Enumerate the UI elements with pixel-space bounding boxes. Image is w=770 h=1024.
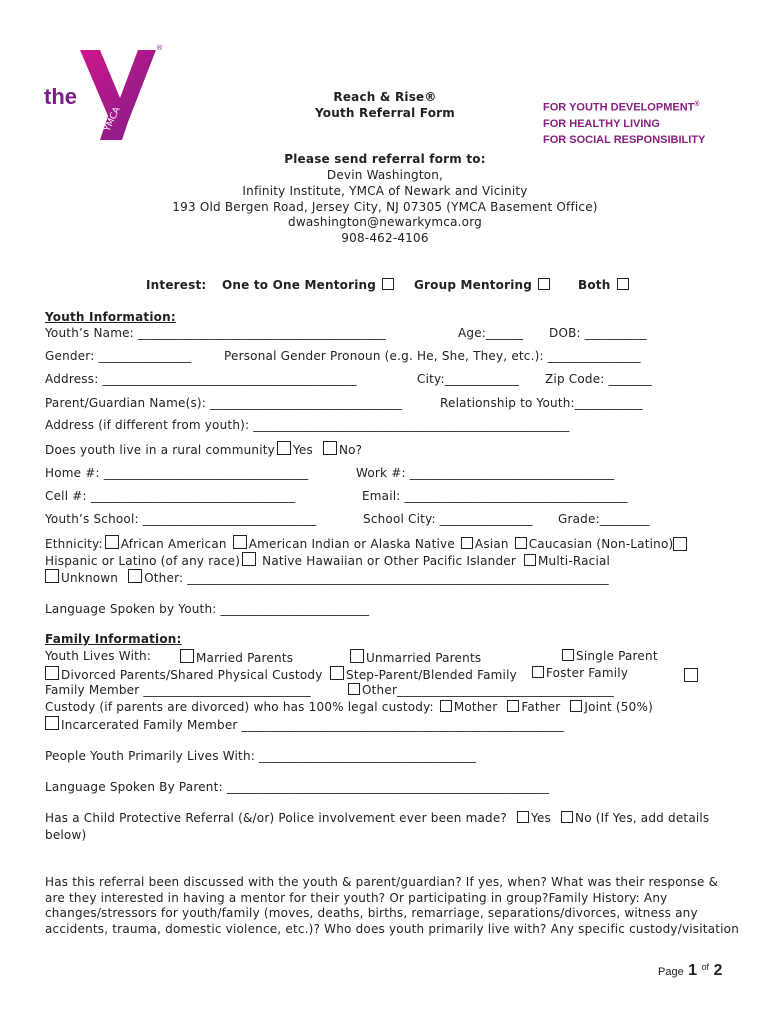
interest-one-to-one-label: One to One Mentoring — [222, 278, 377, 292]
step-option[interactable] — [328, 666, 517, 682]
ethnicity-ai-label: American Indian or Alaska Native — [248, 537, 455, 551]
family-extra-checkbox[interactable] — [684, 668, 698, 682]
logo-the-text: the — [44, 84, 77, 109]
ethnicity-extra-checkbox[interactable] — [673, 537, 687, 551]
divorced-checkbox[interactable] — [45, 666, 59, 680]
home-phone-field[interactable]: Home #: _________________________________ — [45, 466, 309, 480]
youth-age-field[interactable]: Age:______ — [458, 326, 524, 340]
ymca-tagline — [543, 97, 705, 148]
single-label: Single Parent — [576, 649, 658, 663]
ethnicity-hispanic-label: Hispanic or Latino (of any race) — [45, 554, 241, 568]
page-number: 1 — [688, 962, 698, 979]
cps-yes-label: Yes — [531, 811, 551, 825]
rural-yes-label: Yes — [292, 443, 313, 457]
ethnicity-other-field[interactable]: Other: ____________________________________________________________________ — [144, 571, 609, 585]
form-title-line1: Reach & Rise® — [333, 90, 437, 104]
unmarried-label: Unmarried Parents — [366, 651, 482, 665]
send-to-heading: Please send referral form to: — [284, 152, 486, 166]
ethnicity-caucasian-label: Caucasian (Non-Latino) — [528, 537, 674, 551]
send-to-email: dwashington@newarkymca.org — [288, 215, 482, 229]
custody-father-checkbox[interactable] — [507, 700, 519, 712]
married-label: Married Parents — [196, 651, 294, 665]
address-different-field[interactable]: Address (if different from youth): ___________________________________________________ — [45, 418, 570, 432]
parent-language-field[interactable]: Language Spoken By Parent: ____________________________________________________ — [45, 780, 550, 794]
interest-one-to-one[interactable] — [222, 278, 396, 292]
pronoun-field[interactable]: Personal Gender Pronoun (e.g. He, She, They, etc.): _______________ — [224, 349, 641, 363]
custody-joint-checkbox[interactable] — [570, 700, 582, 712]
foster-checkbox[interactable] — [532, 666, 544, 678]
ethnicity-other-checkbox[interactable] — [128, 569, 142, 583]
school-city-field[interactable]: School City: _______________ — [363, 512, 533, 526]
married-option[interactable] — [178, 649, 293, 665]
incarcerated-field[interactable]: Incarcerated Family Member ____________________________________________________ — [61, 718, 564, 732]
step-checkbox[interactable] — [330, 666, 344, 680]
discussed-line3: changes/stressors for youth/family (moves, deaths, births, remarriage, separations/divorces, witness any — [45, 906, 698, 920]
relationship-field[interactable]: Relationship to Youth:___________ — [440, 396, 643, 410]
unmarried-option[interactable] — [348, 649, 481, 665]
ethnicity-unknown-checkbox[interactable] — [45, 569, 59, 583]
ethnicity-asian-checkbox[interactable] — [461, 537, 473, 549]
ethnicity-nh-checkbox[interactable] — [242, 552, 256, 566]
gender-field[interactable]: Gender: _______________ — [45, 349, 192, 363]
address-field[interactable]: Address: _________________________________________ — [45, 372, 357, 386]
grade-field[interactable]: Grade:________ — [558, 512, 650, 526]
ymca-text: YMCA — [102, 105, 123, 134]
parent-name-field[interactable]: Parent/Guardian Name(s): _______________________________ — [45, 396, 403, 410]
custody-joint-label: Joint (50%) — [584, 700, 653, 714]
tagline-line3: FOR SOCIAL RESPONSIBILITY — [543, 133, 706, 146]
rural-question — [45, 441, 362, 457]
youth-language-field[interactable]: Language Spoken by Youth: ________________________ — [45, 602, 370, 616]
interest-one-to-one-checkbox[interactable] — [382, 278, 394, 290]
ethnicity-ai-checkbox[interactable] — [233, 535, 247, 549]
rural-no-checkbox[interactable] — [323, 441, 337, 455]
form-title-line2: Youth Referral Form — [315, 106, 455, 120]
family-other-field[interactable]: Other___________________________________ — [362, 683, 615, 697]
page-of: of — [701, 962, 710, 972]
primarily-lives-with-field[interactable]: People Youth Primarily Lives With: ___________________________________ — [45, 749, 477, 763]
youth-info-heading: Youth Information: — [45, 310, 176, 324]
send-to-name: Devin Washington, — [326, 168, 444, 182]
cell-phone-field[interactable]: Cell #: _________________________________ — [45, 489, 296, 503]
rural-no-label: No? — [338, 443, 363, 457]
ethnicity-row2 — [45, 552, 610, 568]
interest-both-label: Both — [578, 278, 611, 292]
custody-father-label: Father — [521, 700, 561, 714]
single-checkbox[interactable] — [562, 649, 574, 661]
send-to-phone: 908-462-4106 — [341, 231, 429, 245]
ethnicity-aa-label: African American — [120, 537, 227, 551]
page-label: Page — [658, 966, 684, 978]
divorced-label: Divorced Parents/Shared Physical Custody — [61, 668, 323, 682]
logo-registered-mark: ® — [156, 44, 163, 52]
single-option[interactable] — [560, 649, 658, 663]
zip-field[interactable]: Zip Code: _______ — [545, 372, 652, 386]
foster-option[interactable] — [530, 666, 628, 680]
interest-group-checkbox[interactable] — [538, 278, 550, 290]
tagline-line2: FOR HEALTHY LIVING — [543, 117, 660, 130]
interest-label: Interest: — [146, 278, 207, 292]
ethnicity-multi-checkbox[interactable] — [524, 554, 536, 566]
custody-row — [45, 700, 653, 714]
family-member-field[interactable]: Family Member ___________________________ — [45, 683, 311, 697]
foster-label: Foster Family — [546, 666, 629, 680]
incarcerated-checkbox[interactable] — [45, 716, 59, 730]
city-field[interactable]: City:____________ — [417, 372, 520, 386]
custody-mother-label: Mother — [453, 700, 498, 714]
work-phone-field[interactable]: Work #: _________________________________ — [356, 466, 615, 480]
school-field[interactable]: Youth’s School: ____________________________ — [45, 512, 317, 526]
interest-group[interactable] — [414, 278, 552, 292]
interest-both[interactable] — [578, 278, 631, 292]
step-label: Step-Parent/Blended Family — [346, 668, 517, 682]
cps-row — [45, 811, 709, 825]
family-other-checkbox[interactable] — [348, 683, 360, 695]
rural-yes-checkbox[interactable] — [277, 441, 291, 455]
page-total: 2 — [713, 962, 723, 979]
ethnicity-aa-checkbox[interactable] — [105, 535, 119, 549]
ethnicity-nh-label: Native Hawaiian or Other Pacific Islander — [262, 554, 516, 568]
discussed-line4: accidents, trauma, domestic violence, etc.)? Who does youth primarily live with? Any specific custody/visitation — [45, 922, 740, 936]
send-to-org: Infinity Institute, YMCA of Newark and Vicinity — [242, 184, 528, 198]
ethnicity-unknown-label: Unknown — [61, 571, 119, 585]
page-footer — [658, 962, 722, 980]
rural-question-label: Does youth live in a rural community — [45, 443, 275, 457]
ethnicity-row1 — [45, 535, 673, 551]
custody-mother-checkbox[interactable] — [440, 700, 452, 712]
cps-below: below) — [45, 828, 87, 842]
cps-question: Has a Child Protective Referral (&/or) Police involvement ever been made? — [45, 811, 507, 825]
incarcerated-row — [43, 716, 564, 732]
email-field[interactable]: Email: ____________________________________ — [362, 489, 628, 503]
interest-both-checkbox[interactable] — [617, 278, 629, 290]
discussed-line2: are they interested in having a mentor for their youth? Or participating in group?Family History: Any — [45, 891, 668, 905]
ethnicity-asian-label: Asian — [474, 537, 509, 551]
lives-with-label: Youth Lives With: — [45, 649, 152, 663]
interest-group-label: Group Mentoring — [414, 278, 533, 292]
ymca-logo — [42, 44, 162, 144]
custody-question: Custody (if parents are divorced) who has 100% legal custody: — [45, 700, 434, 714]
family-info-heading: Family Information: — [45, 632, 182, 646]
youth-name-field[interactable]: Youth’s Name: ________________________________________ — [45, 326, 386, 340]
divorced-option[interactable] — [43, 666, 323, 682]
married-checkbox[interactable] — [180, 649, 194, 663]
tagline-line1: FOR YOUTH DEVELOPMENT — [543, 101, 695, 114]
youth-dob-field[interactable]: DOB: __________ — [549, 326, 647, 340]
cps-yes-checkbox[interactable] — [517, 811, 529, 823]
ethnicity-multi-label: Multi-Racial — [537, 554, 611, 568]
cps-no-label: No (If Yes, add details — [575, 811, 710, 825]
ethnicity-row3 — [45, 569, 609, 585]
family-other-option[interactable] — [346, 683, 614, 697]
unmarried-checkbox[interactable] — [350, 649, 364, 663]
cps-no-checkbox[interactable] — [561, 811, 573, 823]
tagline-mark: ® — [694, 101, 700, 108]
ethnicity-caucasian-checkbox[interactable] — [515, 537, 527, 549]
discussed-line1: Has this referral been discussed with the youth & parent/guardian? If yes, when? What was their response & — [45, 875, 719, 889]
send-to-address: 193 Old Bergen Road, Jersey City, NJ 07305 (YMCA Basement Office) — [172, 200, 598, 214]
ethnicity-label: Ethnicity: — [45, 537, 103, 551]
